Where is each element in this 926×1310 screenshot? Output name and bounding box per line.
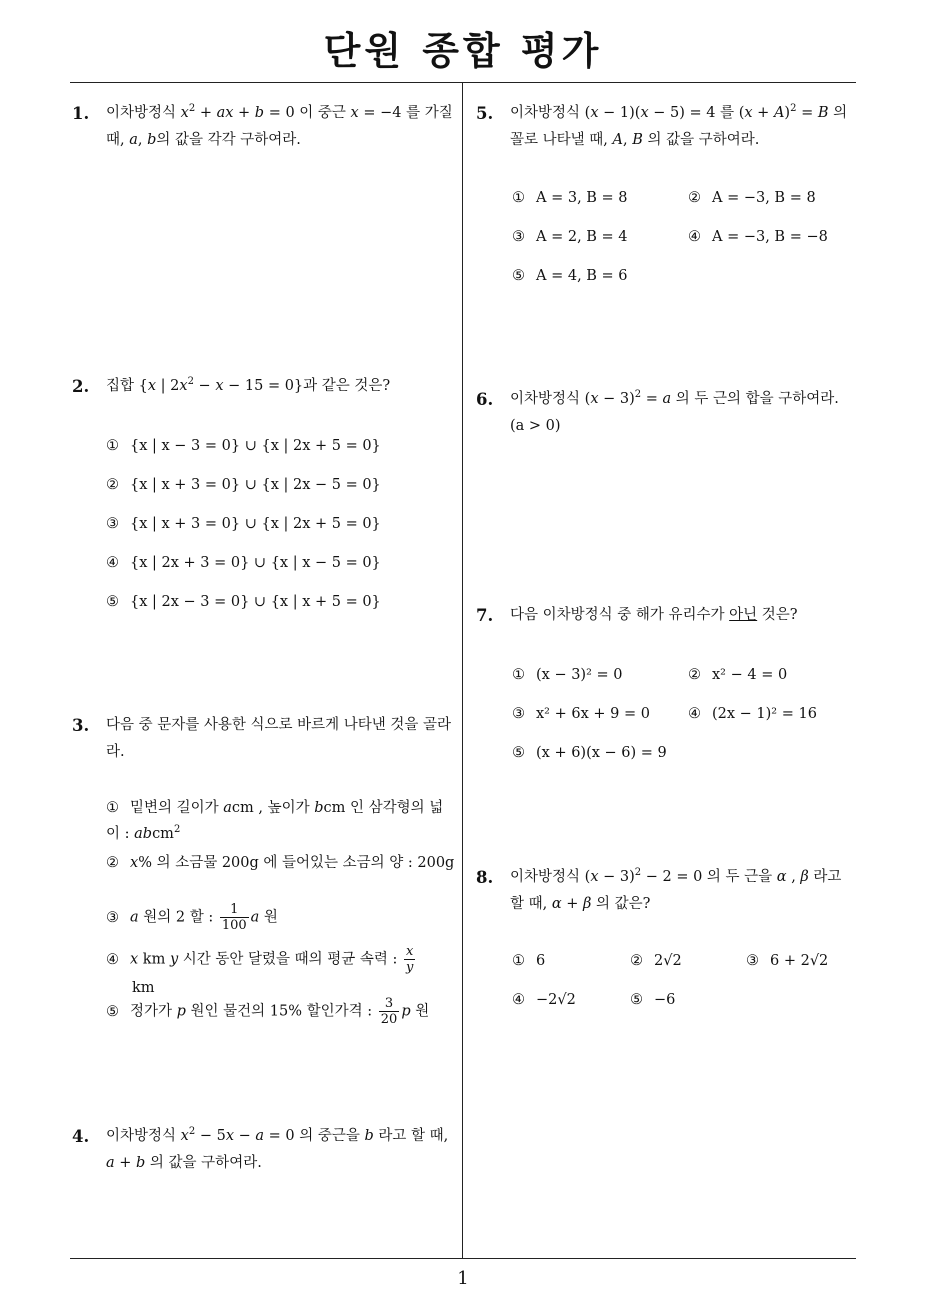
option-5[interactable]: ⑤ A = 4, B = 6 xyxy=(512,268,628,284)
question-stem: 이차방정식 $(x - 3)^2 - 2 = 0$ 의 두 근을 α , β 라고 할 때, α + β 의 값은? xyxy=(510,867,842,912)
question-7 xyxy=(476,602,860,629)
option-3[interactable]: ③ A = 2, B = 4 xyxy=(512,229,628,245)
question-4 xyxy=(72,1123,457,1177)
option-4[interactable]: ④ (2x − 1)² = 16 xyxy=(688,706,817,722)
question-stem: 집합 {x | $2x^2 - x - 15 = 0$}과 같은 것은? xyxy=(106,376,391,394)
footer-rule xyxy=(70,1258,856,1259)
question-stem: 이차방정식 (x − 1)(x − 5) = 4 를 $(x + A)^2 = B$ 의 꼴로 나타낼 때, A, B 의 값을 구하여라. xyxy=(510,103,848,148)
question-number: 6. xyxy=(476,390,494,409)
question-stem: 이차방정식 $(x - 3)^2 = a$ 의 두 근의 합을 구하여라. (a > 0) xyxy=(510,389,839,434)
question-stem: 다음 중 문자를 사용한 식으로 바르게 나타낸 것을 골라라. xyxy=(106,717,452,760)
option-1[interactable]: ① (x − 3)² = 0 xyxy=(512,667,623,683)
option-5[interactable]: ⑤ (x + 6)(x − 6) = 9 xyxy=(512,745,667,761)
question-8 xyxy=(476,864,860,918)
question-3 xyxy=(72,712,457,766)
option-5[interactable]: ⑤ 정가가 p 원인 물건의 15% 할인가격 : $\frac{3}{20}$ p 원 xyxy=(106,996,430,1027)
question-number: 1. xyxy=(72,104,90,123)
option-3[interactable]: ③ a 원의 2 할 : $\frac{1}{100}$ a 원 xyxy=(106,902,278,933)
page-number: 1 xyxy=(457,1268,469,1289)
page-title: 단원 종합 평가 xyxy=(323,29,603,73)
question-1 xyxy=(72,100,457,154)
question-stem: 다음 이차방정식 중 해가 유리수가 아닌 것은? xyxy=(510,607,798,623)
question-5 xyxy=(476,100,860,154)
question-number: 3. xyxy=(72,716,90,735)
option-3[interactable]: ③ {x | x + 3 = 0} ∪ {x | 2x + 5 = 0} xyxy=(106,516,381,532)
question-stem: 이차방정식 $x^2$ + ax + b = 0 이 중근 x = −4 를 가질 때, a, b의 값을 각각 구하여라. xyxy=(106,103,453,148)
column-divider xyxy=(462,83,463,1258)
question-2 xyxy=(72,373,457,400)
option-2[interactable]: ② 2√2 xyxy=(630,953,682,969)
header-rule xyxy=(70,82,856,83)
question-number: 8. xyxy=(476,868,494,887)
question-6 xyxy=(476,386,860,440)
question-number: 2. xyxy=(72,377,90,396)
option-1[interactable]: ① {x | x − 3 = 0} ∪ {x | 2x + 5 = 0} xyxy=(106,438,381,454)
option-4[interactable]: ④ A = −3, B = −8 xyxy=(688,229,828,245)
option-5[interactable]: ⑤ −6 xyxy=(630,992,676,1008)
option-3[interactable]: ③ x² + 6x + 9 = 0 xyxy=(512,706,650,722)
question-number: 5. xyxy=(476,104,494,123)
option-1[interactable]: ① 밑변의 길이가 acm , 높이가 bcm 인 삼각형의 넓이 : abcm$^2$ xyxy=(106,800,444,842)
option-2[interactable]: ② {x | x + 3 = 0} ∪ {x | 2x − 5 = 0} xyxy=(106,477,381,493)
option-1[interactable]: ① 6 xyxy=(512,953,546,969)
option-4[interactable]: ④ {x | 2x + 3 = 0} ∪ {x | x − 5 = 0} xyxy=(106,555,381,571)
option-5[interactable]: ⑤ {x | 2x − 3 = 0} ∪ {x | x + 5 = 0} xyxy=(106,594,381,610)
option-2[interactable]: ② x% 의 소금물 200g 에 들어있는 소금의 양 : 200g xyxy=(106,855,455,871)
option-4[interactable]: ④ −2√2 xyxy=(512,992,576,1008)
question-number: 4. xyxy=(72,1127,90,1146)
option-1[interactable]: ① A = 3, B = 8 xyxy=(512,190,628,206)
option-4[interactable]: ④ x km y 시간 동안 달렸을 때의 평균 속력 : $\frac{x}{y}$ km xyxy=(106,944,414,996)
option-3[interactable]: ③ 6 + 2√2 xyxy=(746,953,829,969)
option-2[interactable]: ② A = −3, B = 8 xyxy=(688,190,816,206)
question-stem: 이차방정식 $x^2 - 5x - a = 0$ 의 중근을 b 라고 할 때, a + b 의 값을 구하여라. xyxy=(106,1126,449,1171)
option-2[interactable]: ② x² − 4 = 0 xyxy=(688,667,788,683)
question-number: 7. xyxy=(476,606,494,625)
